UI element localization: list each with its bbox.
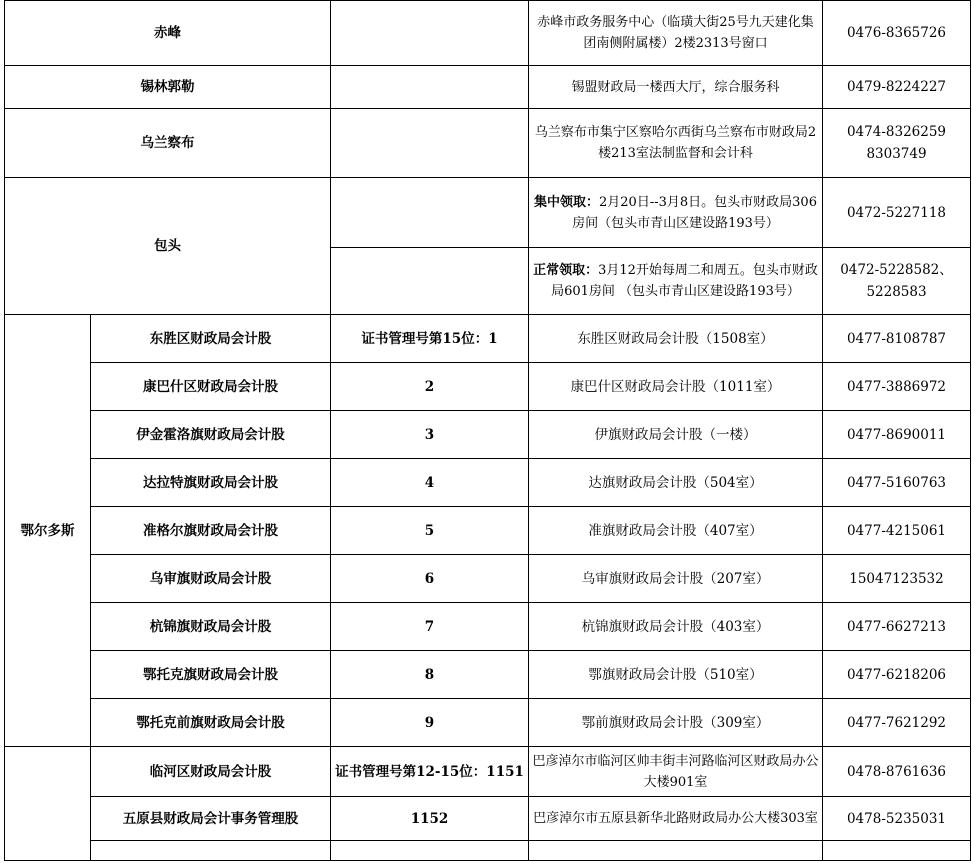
address-cell: 东胜区财政局会计股（1508室） <box>529 315 823 363</box>
phone-cell: 0477-8108787 <box>823 315 971 363</box>
table-row <box>5 747 971 797</box>
code-cell <box>331 109 529 178</box>
phone-cell: 0476-8365726 <box>823 1 971 66</box>
address-cell: 康巴什区财政局会计股（1011室） <box>529 363 823 411</box>
phone-cell: 0478-5235031 <box>823 797 971 841</box>
office-cell: 准格尔旗财政局会计股 <box>91 507 331 555</box>
address-cell: 赤峰市政务服务中心（临璜大街25号九天建化集团南侧附属楼）2楼2313号窗口 <box>529 1 823 66</box>
phone-cell: 0477-3886972 <box>823 363 971 411</box>
table-row <box>5 841 971 861</box>
table-row <box>5 797 971 841</box>
phone-cell: 0477-7621292 <box>823 699 971 747</box>
code-cell: 6 <box>331 555 529 603</box>
table-row <box>5 651 971 699</box>
address-cell: 杭锦旗财政局会计股（403室） <box>529 603 823 651</box>
phone-cell: 15047123532 <box>823 555 971 603</box>
address-cell: 准旗财政局会计股（407室） <box>529 507 823 555</box>
table-row <box>5 178 971 248</box>
table-row <box>5 66 971 109</box>
code-cell: 3 <box>331 411 529 459</box>
office-cell: 东胜区财政局会计股 <box>91 315 331 363</box>
address-cell: 乌兰察布市集宁区察哈尔西街乌兰察布市财政局2楼213室法制监督和会计科 <box>529 109 823 178</box>
table-row <box>5 555 971 603</box>
city-cell: 乌兰察布 <box>5 109 331 178</box>
table-row <box>5 459 971 507</box>
pickup-type-label: 正常领取： <box>533 263 599 278</box>
address-cell <box>529 248 823 315</box>
phone-cell: 0477-8690011 <box>823 411 971 459</box>
address-cell: 达旗财政局会计股（504室） <box>529 459 823 507</box>
address-cell: 鄂旗财政局会计股（510室） <box>529 651 823 699</box>
table-row <box>5 603 971 651</box>
office-cell: 鄂托克旗财政局会计股 <box>91 651 331 699</box>
address-cell: 锡盟财政局一楼西大厅，综合服务科 <box>529 66 823 109</box>
office-cell: 达拉特旗财政局会计股 <box>91 459 331 507</box>
code-cell <box>331 66 529 109</box>
code-cell <box>331 178 529 248</box>
code-cell: 7 <box>331 603 529 651</box>
phone-cell: 0472-5228582、5228583 <box>823 248 971 315</box>
phone-cell: 0477-5160763 <box>823 459 971 507</box>
pickup-type-label: 集中领取： <box>534 194 600 210</box>
code-cell: 证书管理号第15位：1 <box>331 315 529 363</box>
code-cell: 9 <box>331 699 529 747</box>
address-cell: 巴彦淖尔市临河区帅丰街丰河路临河区财政局办公大楼901室 <box>529 747 823 797</box>
table-row <box>5 315 971 363</box>
city-cell: 锡林郭勒 <box>5 66 331 109</box>
code-cell: 证书管理号第12-15位：1151 <box>331 747 529 797</box>
city-cell <box>5 747 91 861</box>
table-row <box>5 411 971 459</box>
city-cell: 鄂尔多斯 <box>5 315 91 747</box>
office-cell: 五原县财政局会计事务管理股 <box>91 797 331 841</box>
code-cell: 2 <box>331 363 529 411</box>
phone-cell: 0472-5227118 <box>823 178 971 248</box>
city-cell: 赤峰 <box>5 1 331 66</box>
code-cell: 5 <box>331 507 529 555</box>
table-row <box>5 1 971 66</box>
phone-cell: 0477-4215061 <box>823 507 971 555</box>
office-cell: 康巴什区财政局会计股 <box>91 363 331 411</box>
address-cell <box>529 178 823 248</box>
phone-cell: 0479-8224227 <box>823 66 971 109</box>
city-cell: 包头 <box>5 178 331 315</box>
phone-cell: 0474-8326259 8303749 <box>823 109 971 178</box>
code-cell: 1152 <box>331 797 529 841</box>
address-cell: 鄂前旗财政局会计股（309室） <box>529 699 823 747</box>
table-row <box>5 699 971 747</box>
office-cell: 临河区财政局会计股 <box>91 747 331 797</box>
table-row <box>5 507 971 555</box>
phone-cell: 0477-6627213 <box>823 603 971 651</box>
code-cell: 8 <box>331 651 529 699</box>
phone-cell: 0478-8761636 <box>823 747 971 797</box>
phone-cell: 0477-6218206 <box>823 651 971 699</box>
pickup-detail: 3月12开始每周二和周五。包头市财政局601房间 （包头市青山区建设路193号） <box>551 263 818 299</box>
office-cell: 乌审旗财政局会计股 <box>91 555 331 603</box>
code-cell <box>331 248 529 315</box>
table-row <box>5 109 971 178</box>
code-cell: 4 <box>331 459 529 507</box>
address-cell: 伊旗财政局会计股（一楼） <box>529 411 823 459</box>
code-cell <box>331 1 529 66</box>
office-cell: 鄂托克前旗财政局会计股 <box>91 699 331 747</box>
table-row <box>5 363 971 411</box>
office-cell: 伊金霍洛旗财政局会计股 <box>91 411 331 459</box>
address-cell: 巴彦淖尔市五原县新华北路财政局办公大楼303室 <box>529 797 823 841</box>
address-cell: 乌审旗财政局会计股（207室） <box>529 555 823 603</box>
office-cell: 杭锦旗财政局会计股 <box>91 603 331 651</box>
pickup-detail: 2月20日--3月8日。包头市财政局306房间（包头市青山区建设路193号） <box>572 194 817 231</box>
cert-pickup-table <box>4 0 971 861</box>
